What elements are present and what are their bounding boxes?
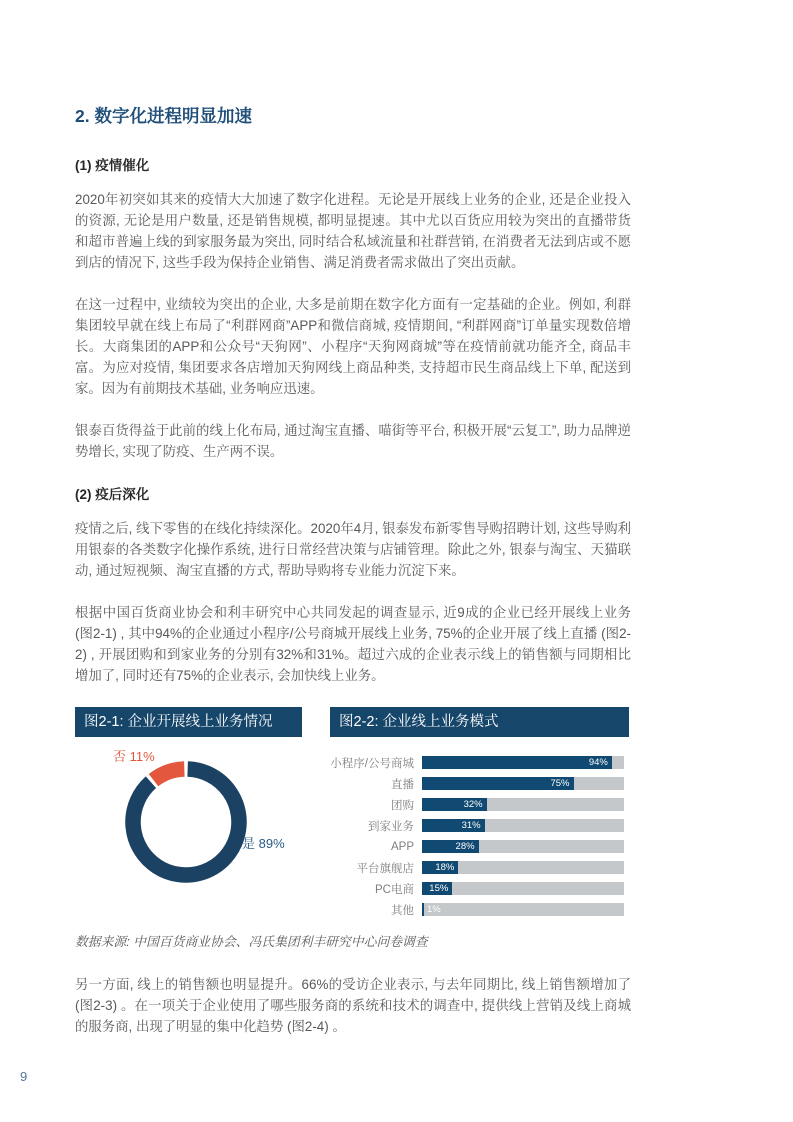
bar-row bbox=[330, 773, 624, 794]
bar-value-label: 1% bbox=[427, 904, 441, 915]
bar-row bbox=[330, 752, 624, 773]
donut-segment-是 bbox=[133, 769, 239, 875]
bar-category-label: 团购 bbox=[391, 799, 414, 812]
bar-track bbox=[422, 882, 624, 895]
bar-track bbox=[422, 819, 624, 832]
data-source-note: 数据来源: 中国百货商业协会、冯氏集团利丰研究中心问卷调查 bbox=[75, 934, 428, 949]
paragraph: 银泰百货得益于此前的线上化布局, 通过淘宝直播、喵街等平台, 积极开展“云复工”, 助力品牌逆势增长, 实现了防疫、生产两不误。 bbox=[75, 423, 631, 459]
bar-track bbox=[422, 756, 624, 769]
page-number: 9 bbox=[20, 1069, 28, 1084]
bar-value-label: 94% bbox=[588, 757, 608, 768]
donut-label-yes: 是 89% bbox=[242, 836, 285, 851]
bar-chart bbox=[330, 737, 629, 920]
paragraph: 2020年初突如其来的疫情大大加速了数字化进程。无论是开展线上业务的企业, 还是企业投入的资源, 无论是用户数量, 还是销售规模, 都明显提速。其中尤以百货应用较为突出的直播带货和超市普遍上线的到家服务最为突出, 同时结合私域流量和社群营销, 在消费者无法到店或不愿到店的情况下, 这些手段为保持企业销售、满足消费者需求做出了突出贡献。 bbox=[75, 192, 631, 270]
paragraph: 根据中国百货商业协会和利丰研究中心共同发起的调查显示, 近9成的企业已经开展线上业务 (图2-1) , 其中94%的企业通过小程序/公号商城开展线上业务, 75%的企业开展了线上直播 (图2-2) , 开展团购和到家业务的分别有32%和31%。超过六成的企业表示线上的销售额与同期相比增加了, 同时还有75%的企业表示, 会加快线上业务。 bbox=[75, 605, 631, 683]
bar-category-label: 平台旗舰店 bbox=[356, 862, 414, 875]
bar-value-label: 75% bbox=[550, 778, 570, 789]
bar-category-label: 到家业务 bbox=[368, 820, 414, 833]
section-title: 2. 数字化进程明显加速 bbox=[75, 106, 252, 126]
bar-row bbox=[330, 857, 624, 878]
bar-value-label: 18% bbox=[435, 862, 455, 873]
paragraph: 疫情之后, 线下零售的在线化持续深化。2020年4月, 银泰发布新零售导购招聘计划, 这些导购利用银泰的各类数字化操作系统, 进行日常经营决策与店铺管理。除此之外, 银泰与淘宝、天猫联动, 通过短视频、淘宝直播的方式, 帮助导购将专业能力沉淀下来。 bbox=[75, 521, 631, 578]
bar-row bbox=[330, 878, 624, 899]
bar-value-label: 31% bbox=[461, 820, 481, 831]
bar-fill bbox=[422, 903, 424, 916]
bar-category-label: APP bbox=[390, 840, 414, 853]
bar-category-label: 直播 bbox=[391, 778, 414, 791]
bar-row bbox=[330, 794, 624, 815]
bar-category-label: PC电商 bbox=[375, 883, 414, 896]
paragraph: 另一方面, 线上的销售额也明显提升。66%的受访企业表示, 与去年同期比, 线上销售额增加了 (图2-3) 。在一项关于企业使用了哪些服务商的系统和技术的调查中, 提供线上营销及线上商城的服务商, 出现了明显的集中化趋势 (图2-4) 。 bbox=[75, 977, 631, 1034]
figure-2-1-title: 图2-1: 企业开展线上业务情况 bbox=[75, 707, 302, 737]
donut-segment-否 bbox=[154, 769, 185, 780]
donut-ring bbox=[75, 737, 302, 924]
bar-track bbox=[422, 903, 624, 916]
bar-value-label: 32% bbox=[463, 799, 483, 810]
donut-chart bbox=[75, 737, 302, 924]
bar-track bbox=[422, 798, 624, 811]
figure-2-2-title: 图2-2: 企业线上业务模式 bbox=[330, 707, 629, 737]
bar-category-label: 其他 bbox=[391, 904, 414, 917]
document-content bbox=[75, 103, 631, 1037]
bar-row bbox=[330, 836, 624, 857]
bar-track bbox=[422, 861, 624, 874]
subsection-1-title: (1) 疫情催化 bbox=[75, 158, 150, 173]
paragraph: 在这一过程中, 业绩较为突出的企业, 大多是前期在数字化方面有一定基础的企业。例如, 利群集团较早就在线上布局了“利群网商”APP和微信商城, 疫情期间, “利群网商”订单量实现数倍增长。大商集团的APP和公众号“天狗网”、小程序“天狗网商城”等在疫情前就功能齐全, 商品丰富。为应对疫情, 集团要求各店增加天狗网线上商品种类, 支持超市民生商品线上下单, 配送到家。因为有前期技术基础, 业务响应迅速。 bbox=[75, 297, 631, 396]
bar-value-label: 15% bbox=[429, 883, 449, 894]
figures-row bbox=[75, 707, 631, 924]
bar-track bbox=[422, 840, 624, 853]
bar-row bbox=[330, 815, 624, 836]
subsection-2-title: (2) 疫后深化 bbox=[75, 487, 150, 502]
figure-2-2 bbox=[330, 707, 629, 924]
donut-label-no: 否 11% bbox=[113, 749, 155, 764]
figure-2-1 bbox=[75, 707, 302, 924]
bar-value-label: 28% bbox=[455, 841, 475, 852]
bar-row bbox=[330, 899, 624, 920]
bar-category-label: 小程序/公号商城 bbox=[330, 757, 414, 770]
bar-track bbox=[422, 777, 624, 790]
